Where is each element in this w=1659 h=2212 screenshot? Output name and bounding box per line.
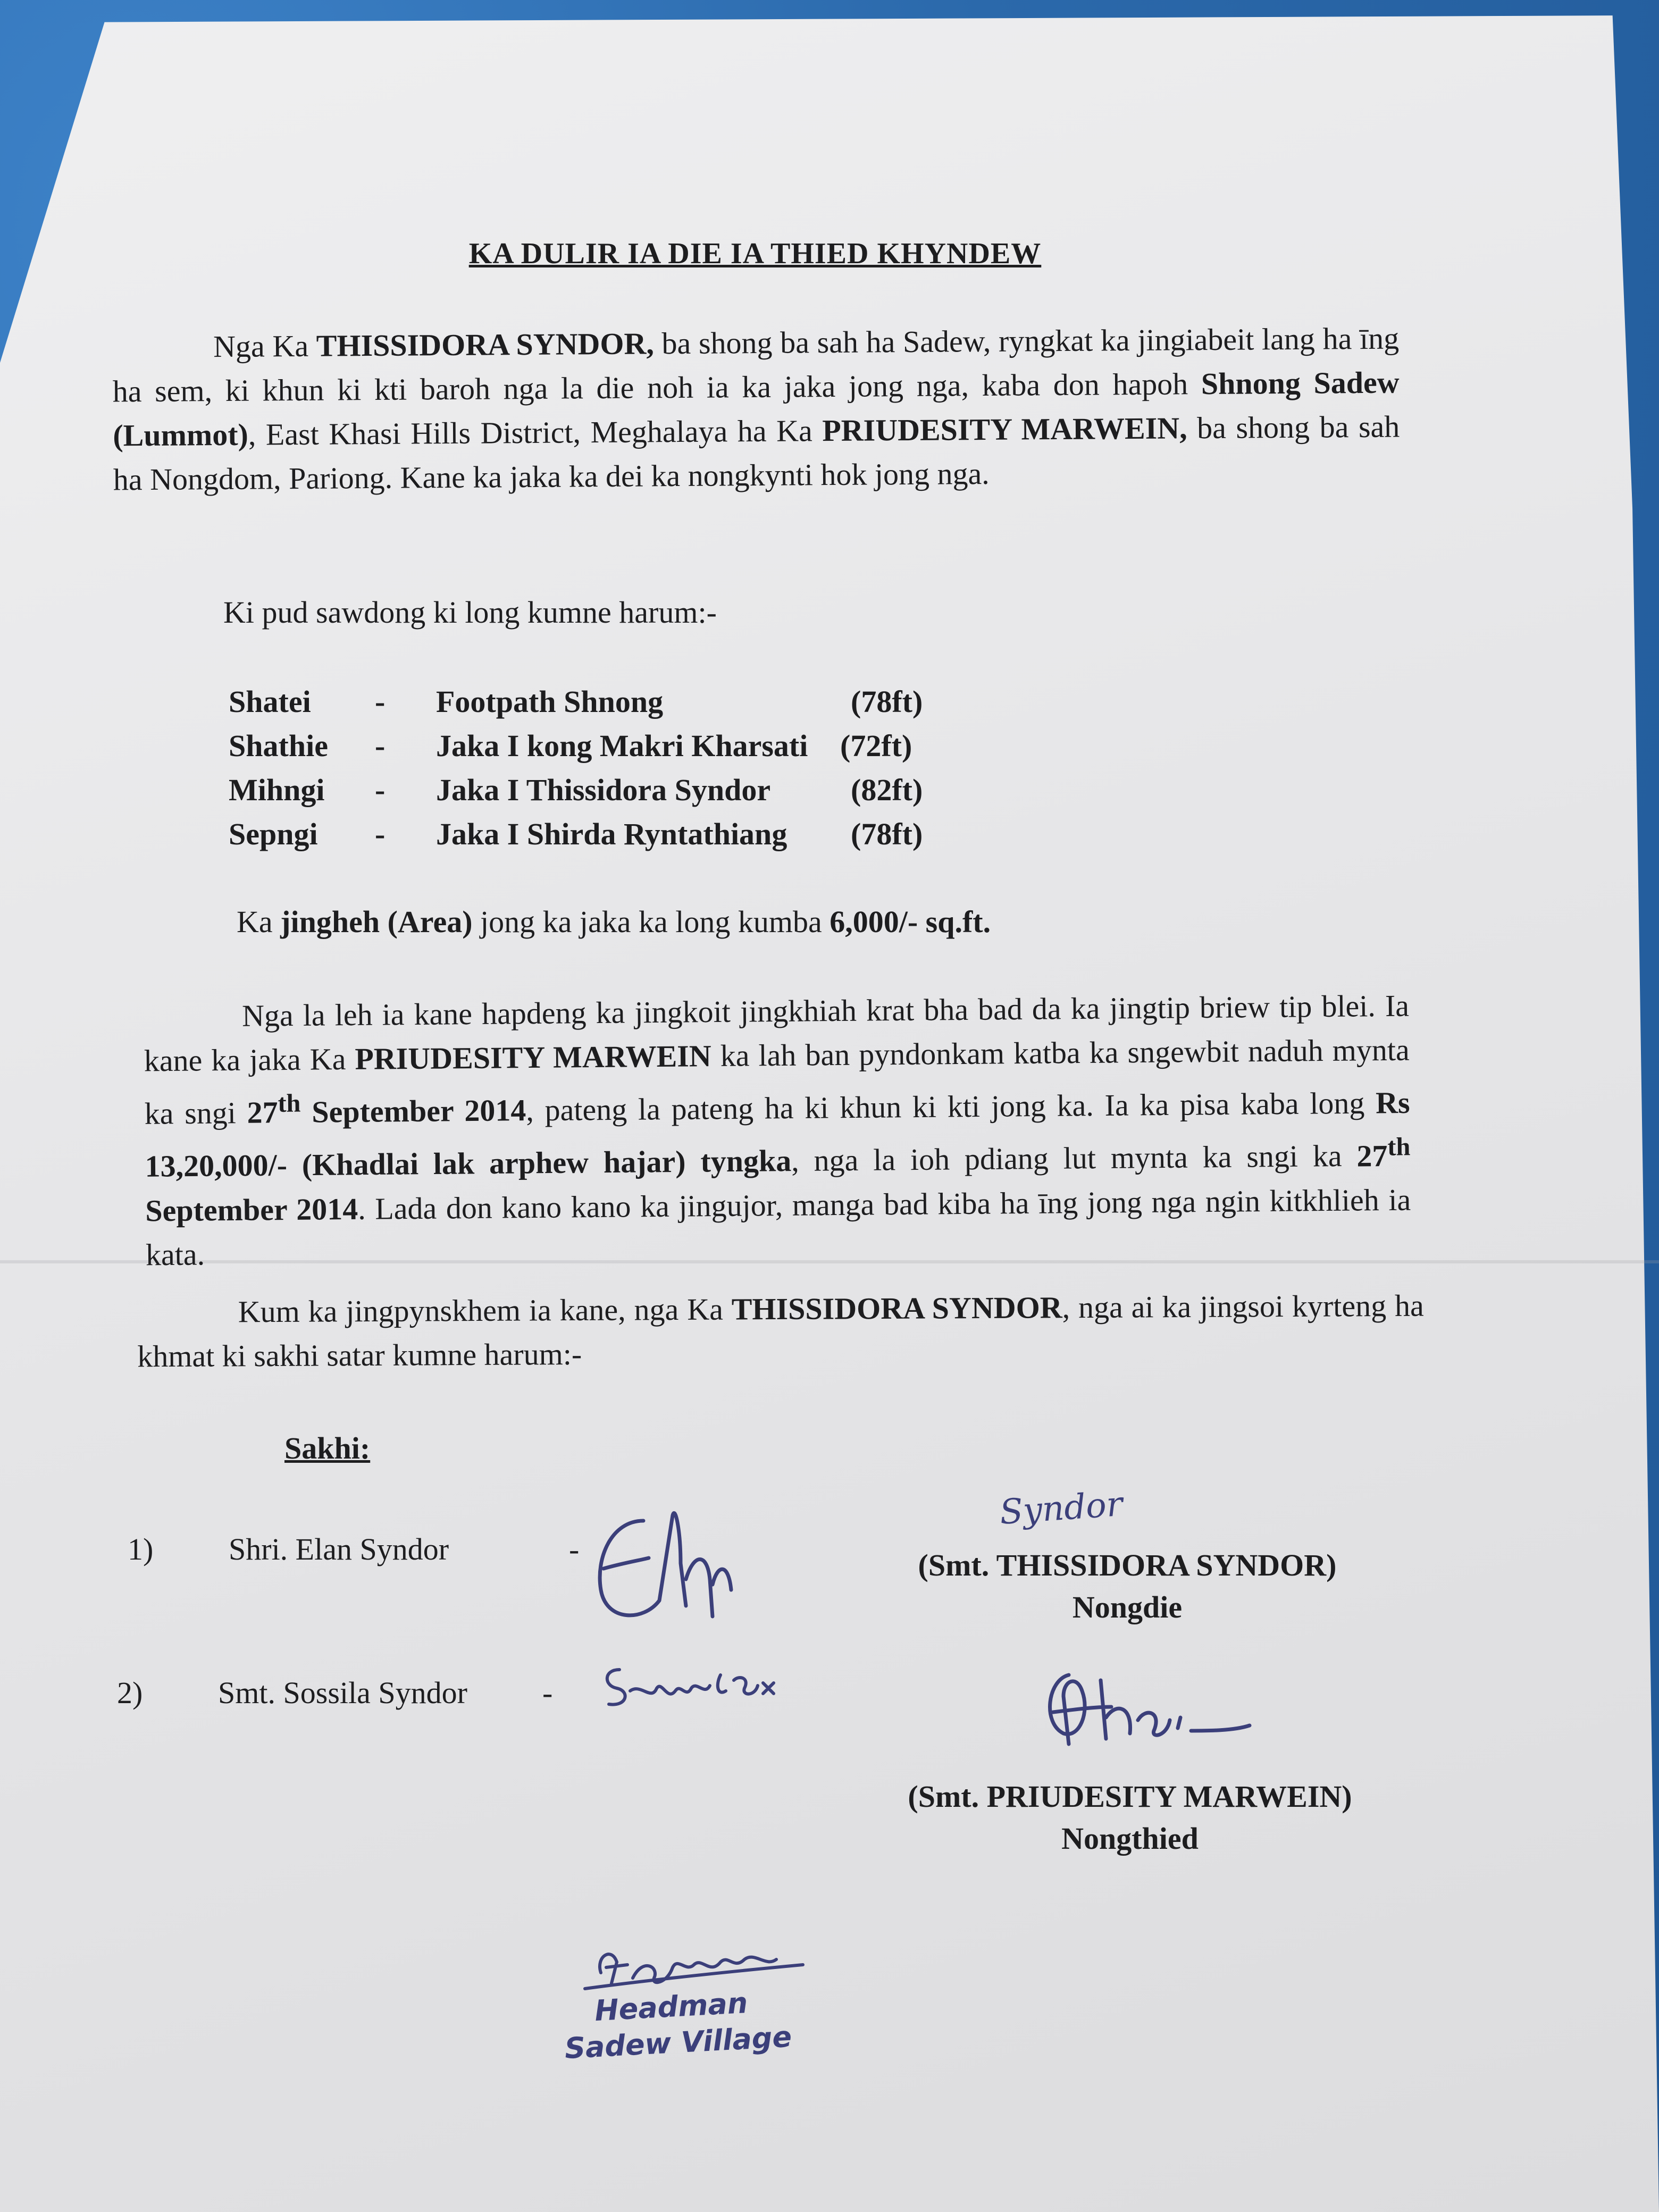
boundary-direction: Sepngi — [229, 817, 318, 851]
area-value: 6,000/- sq.ft. — [830, 904, 991, 939]
paragraph-attestation: Kum ka jingpynskhem ia kane, nga Ka THISSIDORA SYNDOR, nga ai ka jingsoi kyrteng ha khmat ki sakhi satar kumne harum:- — [137, 1288, 1424, 1374]
boundary-direction: Shathie — [229, 728, 328, 763]
seller-name: (Smt. THISSIDORA SYNDOR) — [918, 1548, 1337, 1582]
witness-1-signature — [580, 1499, 739, 1638]
witness-2-signature — [598, 1654, 790, 1717]
boundaries-intro: Ki pud sawdong ki long kumne harum:- — [223, 595, 717, 630]
boundary-dash: - — [375, 773, 386, 807]
buyer-signature — [1032, 1659, 1255, 1765]
boundary-description: Jaka I kong Makri Kharsati — [436, 728, 808, 763]
boundary-dash: - — [375, 684, 386, 719]
buyer-role: Nongthied — [1061, 1821, 1199, 1856]
buyer-name: PRIUDESITY MARWEIN — [355, 1038, 711, 1076]
headman-title: Headman — [593, 1986, 749, 2028]
boundary-length: (72ft) — [840, 728, 912, 763]
paragraph-sale-terms: Nga la leh ia kane hapdeng ka jingkoit jingkhiah krat bha bad da ka jingtip briew tip blei. Ia kane ka jaka Ka PRIUDESITY MARWEIN ka lah ban pyndonkam katba ka sngewbit naduh mynta ka sngi 27th September 2014, pateng la pateng ha ki khun ki kti jong ka. Ia ka pisa kaba long Rs 13,20,000/- (Khadlai lak arphew hajar) tyngka, nga la ioh pdiang lut mynta ka sngi ka 27th September 2014. Lada don kano kano ka jingujor, manga bad kiba ha īng jong nga ngin kitkhlieh ia kata. — [144, 988, 1411, 1272]
boundary-description: Footpath Shnong — [436, 684, 664, 719]
seller-block — [893, 1547, 1361, 1625]
headman-village: Sadew Village — [564, 2020, 793, 2066]
buyer-block — [877, 1779, 1382, 1856]
sale-amount: Rs 13,20,000/- (Khadlai lak arphew hajar) tyngka — [145, 1085, 1410, 1184]
sale-date: 27th September 2014 — [247, 1089, 526, 1130]
witness-number: 2) — [117, 1675, 143, 1710]
boundary-dash: - — [375, 728, 386, 763]
witness-heading: Sakhi: — [284, 1431, 371, 1465]
witness-name: Smt. Sossila Syndor — [218, 1675, 467, 1710]
boundary-row — [229, 768, 973, 812]
boundary-direction: Mihngi — [229, 773, 325, 807]
seller-name: THISSIDORA SYNDOR — [731, 1290, 1062, 1327]
payment-date: 27th September 2014 — [145, 1132, 1411, 1228]
seller-name: THISSIDORA SYNDOR, — [316, 326, 655, 363]
area-label: jingheh (Area) — [280, 904, 473, 939]
boundary-description: Jaka I Thissidora Syndor — [436, 773, 771, 807]
boundary-row — [229, 680, 973, 724]
headman-stamp — [562, 1983, 793, 2067]
boundary-direction: Shatei — [229, 684, 311, 719]
seller-signature: Syndor — [998, 1485, 1124, 1532]
area-statement: Ka jingheh (Area) jong ka jaka ka long kumba 6,000/- sq.ft. — [237, 904, 991, 939]
witness-number: 1) — [128, 1532, 154, 1566]
paragraph-declaration: Nga Ka THISSIDORA SYNDOR, ba shong ba sah ha Sadew, ryngkat ka jingiabeit lang ha īng ha sem, ki khun ki kti baroh nga la die noh ia ka jaka jong nga, kaba don hapoh Shnong Sadew (Lummot), East Khasi Hills District, Meghalaya ha Ka PRIUDESITY MARWEIN, ba shong ba sah ha Nongdom, Pariong. Kane ka jaka ka dei ka nongkynti hok jong nga. — [112, 321, 1400, 497]
document-title: KA DULIR IA DIE IA THIED KHYNDEW — [468, 237, 1042, 270]
buyer-name: PRIUDESITY MARWEIN, — [822, 410, 1187, 448]
boundary-row — [229, 812, 973, 856]
buyer-name: (Smt. PRIUDESITY MARWEIN) — [908, 1779, 1352, 1814]
witness-name: Shri. Elan Syndor — [229, 1532, 449, 1566]
boundary-description: Jaka I Shirda Ryntathiang — [436, 817, 787, 851]
boundary-length: (78ft) — [851, 684, 923, 719]
witness-dash: - — [542, 1675, 553, 1710]
boundary-length: (78ft) — [851, 817, 923, 851]
witness-entry — [117, 1675, 552, 1711]
witness-dash: - — [569, 1532, 580, 1566]
land-location: Shnong Sadew (Lummot) — [113, 365, 1400, 453]
seller-role: Nongdie — [1072, 1590, 1183, 1624]
boundary-length: (82ft) — [851, 773, 923, 807]
boundary-row — [229, 724, 973, 768]
boundary-dash: - — [375, 817, 386, 851]
witness-entry — [128, 1531, 579, 1567]
boundaries-table — [229, 680, 973, 856]
